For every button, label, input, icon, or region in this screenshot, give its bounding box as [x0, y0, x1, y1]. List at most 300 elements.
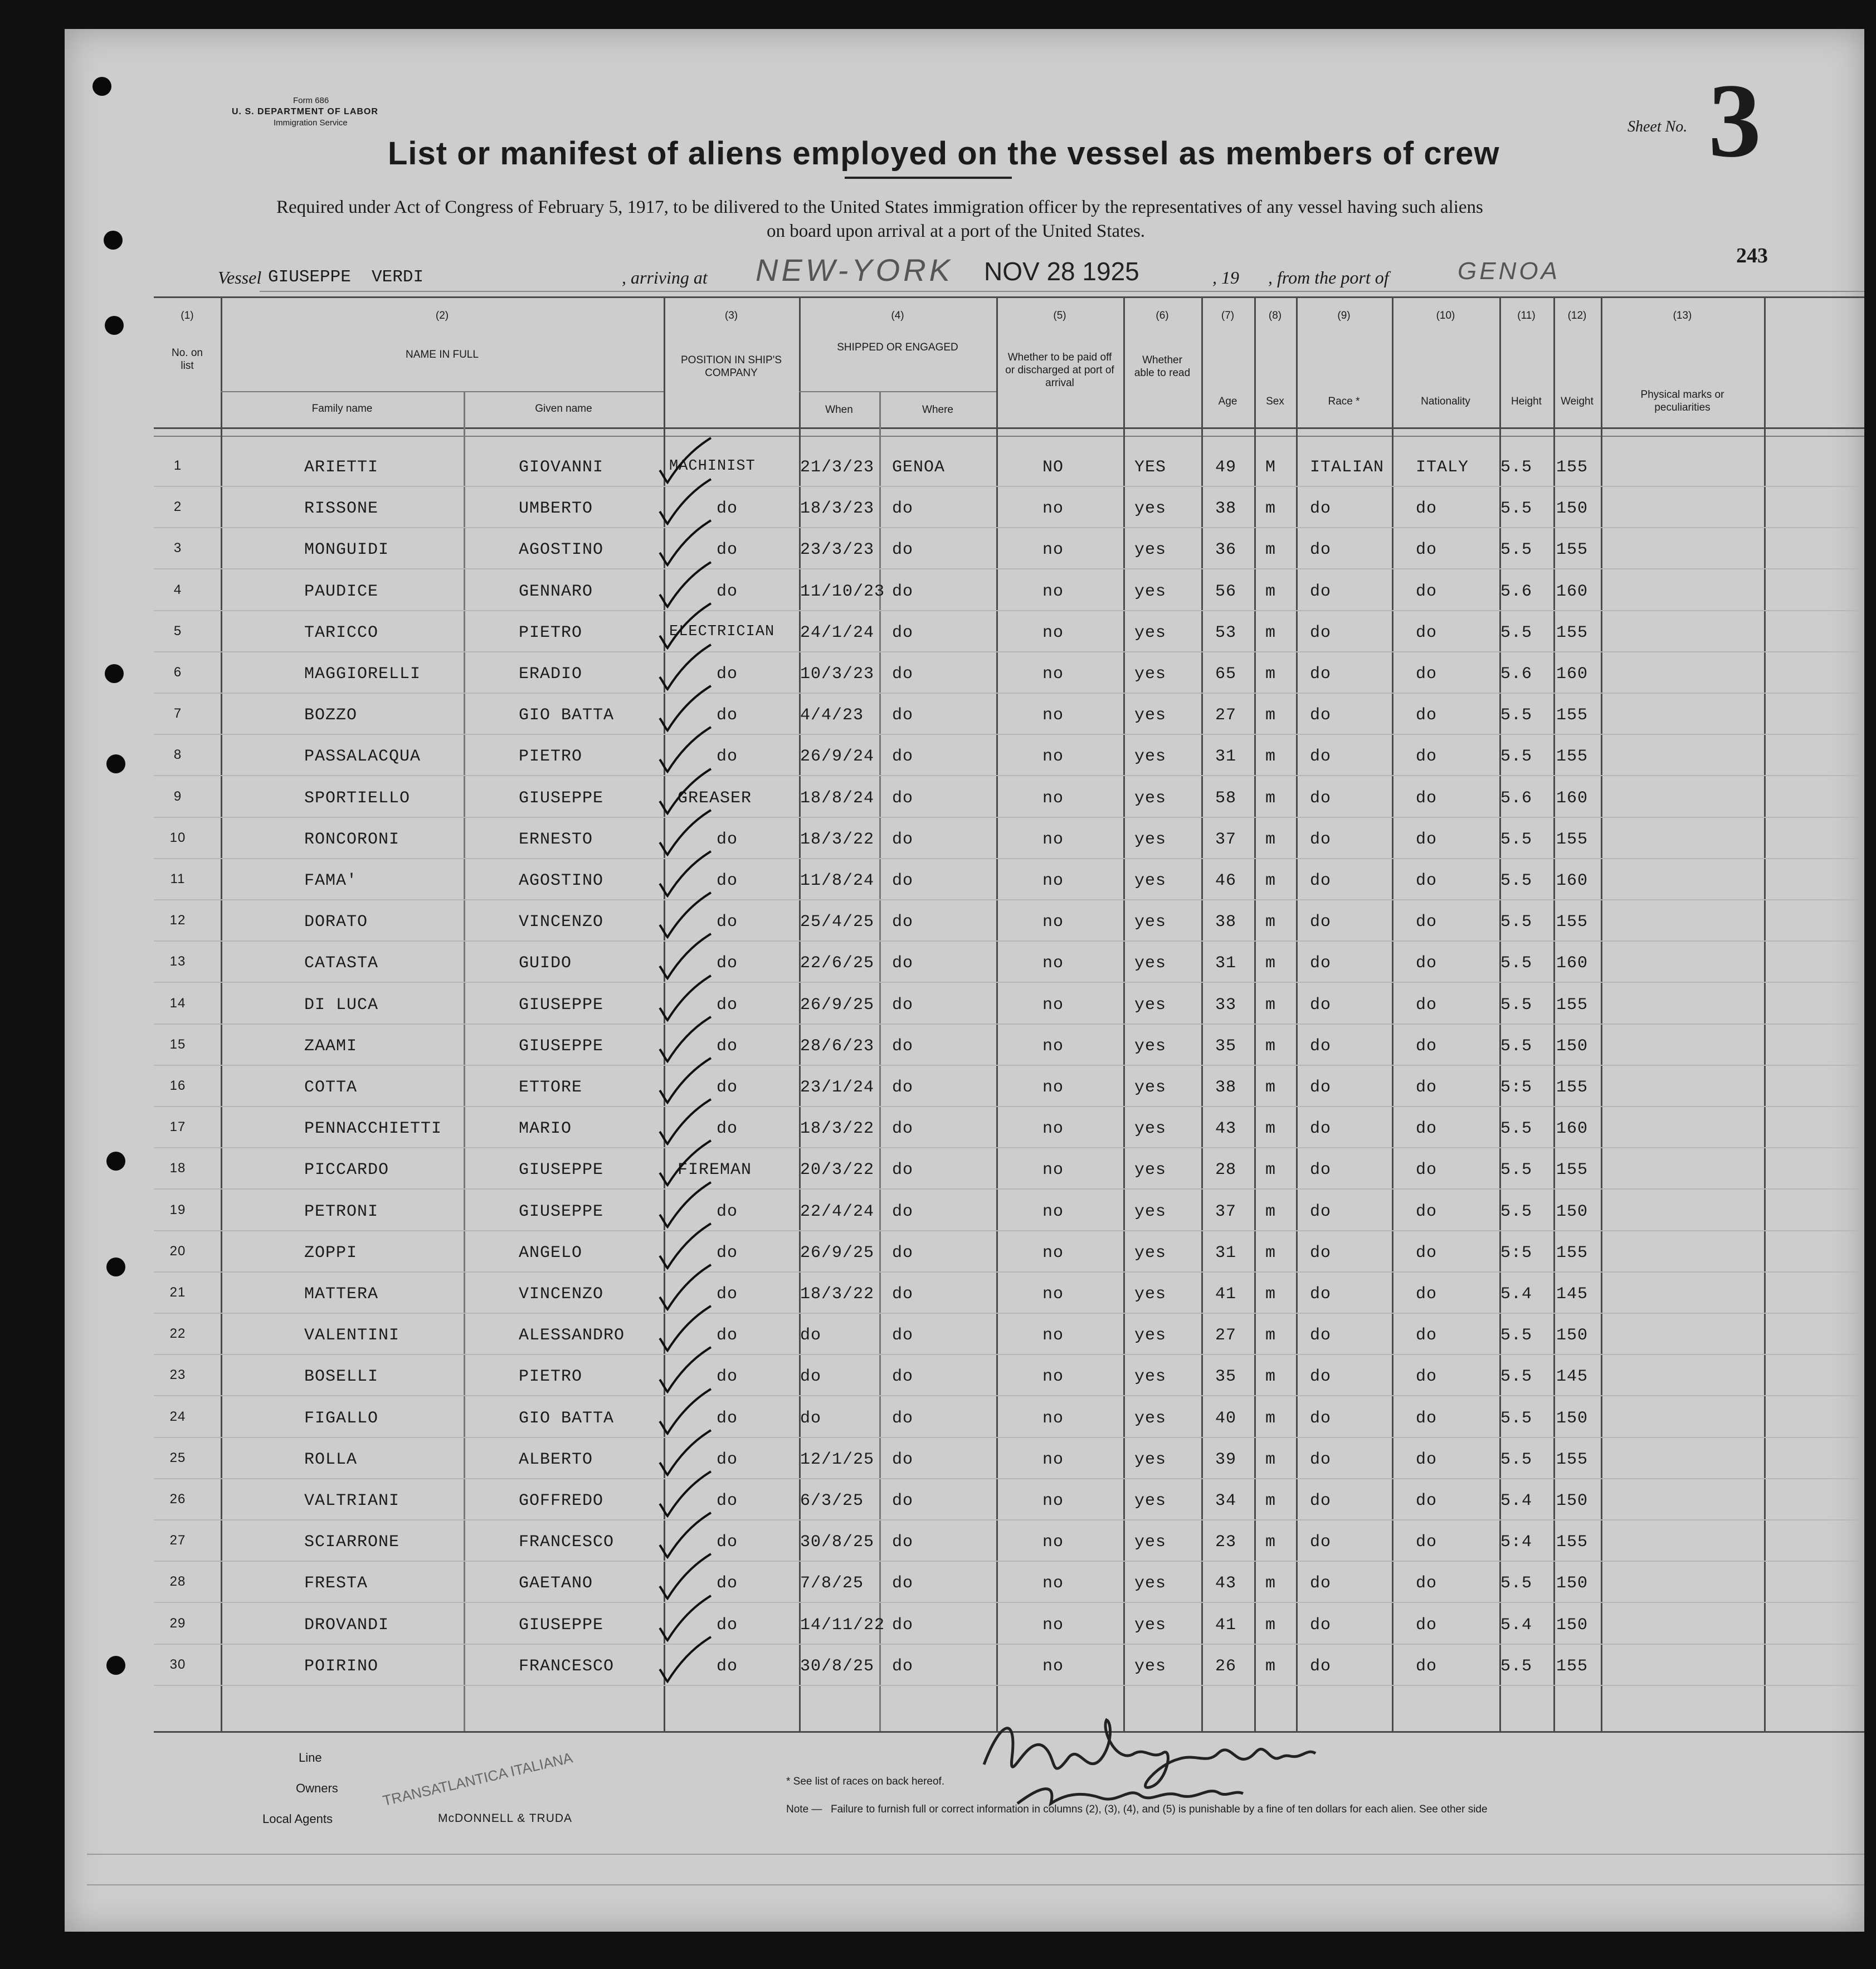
- given-name: FRANCESCO: [519, 1656, 615, 1676]
- family-name: BOSELLI: [304, 1367, 379, 1387]
- able-to-read: yes: [1134, 1036, 1167, 1056]
- sex: m: [1265, 871, 1276, 890]
- given-name: GIUSEPPE: [519, 995, 604, 1015]
- family-name: COTTA: [304, 1078, 358, 1097]
- able-to-read: yes: [1134, 913, 1167, 932]
- able-to-read: yes: [1134, 995, 1167, 1015]
- age: 28: [1215, 1161, 1237, 1180]
- given-name: GIUSEPPE: [519, 1615, 604, 1635]
- weight: 145: [1556, 1285, 1588, 1304]
- height: 5.5: [1500, 1574, 1533, 1593]
- able-to-read: YES: [1134, 458, 1167, 477]
- age: 38: [1215, 913, 1237, 932]
- weight: 160: [1556, 871, 1588, 890]
- position: do: [717, 499, 738, 519]
- height: 5.5: [1500, 1119, 1533, 1139]
- shipped-when: 30/8/25: [800, 1656, 875, 1676]
- shipped-where: GENOA: [892, 458, 946, 477]
- age: 39: [1215, 1450, 1237, 1469]
- family-name: MONGUIDI: [304, 540, 389, 560]
- row-rule: [154, 1519, 1864, 1520]
- given-name: GIUSEPPE: [519, 1036, 604, 1056]
- sex: m: [1265, 665, 1276, 684]
- row-number: 25: [169, 1450, 186, 1465]
- position: do: [717, 913, 738, 932]
- able-to-read: yes: [1134, 1161, 1167, 1180]
- given-name: ALBERTO: [519, 1450, 593, 1469]
- age: 31: [1215, 747, 1237, 767]
- sex: m: [1265, 1408, 1276, 1428]
- row-number: 6: [173, 665, 182, 680]
- weight: 160: [1556, 1119, 1588, 1139]
- shipped-where: do: [892, 1326, 914, 1346]
- col-11-header: Height: [1511, 396, 1542, 407]
- given-name: GIUSEPPE: [519, 788, 604, 808]
- weight: 155: [1556, 706, 1588, 725]
- sex: m: [1265, 499, 1276, 519]
- nationality: do: [1416, 1615, 1438, 1635]
- row-rule: [154, 1561, 1864, 1562]
- race: do: [1310, 1078, 1332, 1097]
- weight: 155: [1556, 830, 1588, 849]
- service-name: Immigration Service: [274, 118, 348, 128]
- arriving-port: NEW-YORK: [756, 252, 953, 287]
- department-name: U. S. DEPARTMENT OF LABOR: [232, 107, 378, 116]
- row-rule: [154, 1437, 1864, 1438]
- nationality: do: [1416, 1450, 1438, 1469]
- position: do: [717, 1450, 738, 1469]
- able-to-read: yes: [1134, 1367, 1167, 1387]
- shipped-when: do: [800, 1408, 822, 1428]
- given-name: GIUSEPPE: [519, 1161, 604, 1180]
- when-header: When: [825, 404, 853, 416]
- shipped-when: 14/11/22: [800, 1615, 885, 1635]
- family-name: ARIETTI: [304, 458, 379, 477]
- binder-hole: [105, 664, 124, 683]
- family-name: PASSALACQUA: [304, 747, 421, 767]
- age: 35: [1215, 1367, 1237, 1387]
- race: do: [1310, 1615, 1332, 1635]
- given-name: FRANCESCO: [519, 1533, 615, 1552]
- sex: m: [1265, 830, 1276, 849]
- nationality: do: [1416, 1078, 1438, 1097]
- age: 35: [1215, 1036, 1237, 1056]
- shipped-when: 23/1/24: [800, 1078, 875, 1097]
- col-1-header: No. on list: [172, 347, 203, 372]
- height: 5.6: [1500, 665, 1533, 684]
- paid-off: no: [1042, 913, 1064, 932]
- row-rule: [154, 858, 1864, 859]
- position: do: [717, 1036, 738, 1056]
- race: do: [1310, 582, 1332, 601]
- nationality: do: [1416, 954, 1438, 973]
- col-3-number: (3): [724, 310, 738, 321]
- row-number: 28: [169, 1574, 186, 1590]
- height: 5.5: [1500, 1326, 1533, 1346]
- family-name: DROVANDI: [304, 1615, 389, 1635]
- row-number: 30: [169, 1656, 186, 1672]
- races-note: * See list of races on back hereof.: [786, 1776, 945, 1787]
- shipped-when: 21/3/23: [800, 458, 875, 477]
- vessel-name: GIUSEPPE VERDI: [268, 267, 424, 287]
- height: 5.5: [1500, 458, 1533, 477]
- form-number: Form 686: [293, 96, 329, 105]
- position: do: [717, 871, 738, 890]
- paid-off: no: [1042, 747, 1064, 767]
- family-name: ZOPPI: [304, 1243, 358, 1263]
- race: do: [1310, 1036, 1332, 1056]
- nationality: do: [1416, 913, 1438, 932]
- weight: 150: [1556, 1615, 1588, 1635]
- col-7-number: (7): [1221, 310, 1235, 321]
- race: do: [1310, 1367, 1332, 1387]
- shipped-when: 6/3/25: [800, 1492, 864, 1510]
- shipped-where: do: [892, 623, 914, 642]
- height: 5.6: [1500, 582, 1533, 601]
- shipped-when: 28/6/23: [800, 1036, 875, 1056]
- height: 5.5: [1500, 913, 1533, 932]
- row-rule: [154, 899, 1864, 900]
- nationality: do: [1416, 1574, 1438, 1593]
- col-3-header: POSITION IN SHIP'S COMPANY: [681, 354, 782, 379]
- able-to-read: yes: [1134, 540, 1167, 560]
- manifest-sheet: [65, 29, 1864, 1932]
- race: do: [1310, 665, 1332, 684]
- height: 5.5: [1500, 623, 1533, 642]
- row-rule: [154, 1188, 1864, 1190]
- race: do: [1310, 954, 1332, 973]
- row-number: 8: [173, 747, 182, 763]
- race: do: [1310, 1574, 1332, 1593]
- row-rule: [154, 651, 1864, 652]
- family-name: DI LUCA: [304, 995, 379, 1015]
- given-name: AGOSTINO: [519, 871, 604, 890]
- given-name: ERADIO: [519, 665, 583, 684]
- given-name: GIO BATTA: [519, 1408, 615, 1428]
- position: do: [717, 1119, 738, 1139]
- shipped-where: do: [892, 1615, 914, 1635]
- sex: m: [1265, 1367, 1276, 1387]
- col-11-number: (11): [1517, 310, 1536, 321]
- nationality: do: [1416, 1326, 1438, 1346]
- row-rule: [154, 775, 1864, 776]
- shipped-where: do: [892, 1656, 914, 1676]
- col-5-number: (5): [1053, 310, 1066, 321]
- nationality: do: [1416, 623, 1438, 642]
- able-to-read: yes: [1134, 1119, 1167, 1139]
- position: do: [717, 747, 738, 767]
- sex: m: [1265, 1574, 1276, 1593]
- race: do: [1310, 1119, 1332, 1139]
- paid-off: no: [1042, 830, 1064, 849]
- shipped-when: 4/4/23: [800, 706, 864, 725]
- given-name: VINCENZO: [519, 913, 604, 932]
- row-number: 24: [169, 1408, 186, 1424]
- row-number: 10: [169, 830, 186, 845]
- given-name-header: Given name: [535, 403, 592, 415]
- family-name: RONCORONI: [304, 830, 400, 849]
- shipped-where: do: [892, 995, 914, 1015]
- age: 37: [1215, 1202, 1237, 1221]
- row-rule: [154, 1395, 1864, 1396]
- nationality: ITALY: [1416, 458, 1469, 477]
- age: 41: [1215, 1615, 1237, 1635]
- row-rule: [154, 1313, 1864, 1314]
- row-number: 9: [173, 788, 182, 804]
- age: 31: [1215, 954, 1237, 973]
- row-number: 15: [169, 1036, 186, 1052]
- col-2-number: (2): [435, 310, 449, 321]
- given-name: GIO BATTA: [519, 706, 615, 725]
- able-to-read: yes: [1134, 788, 1167, 808]
- row-rule: [154, 982, 1864, 983]
- height: 5:5: [1500, 1078, 1533, 1097]
- weight: 150: [1556, 499, 1588, 519]
- able-to-read: yes: [1134, 1408, 1167, 1428]
- given-name: PIETRO: [519, 1367, 583, 1387]
- age: 65: [1215, 665, 1237, 684]
- family-name: PENNACCHIETTI: [304, 1119, 442, 1139]
- able-to-read: yes: [1134, 1326, 1167, 1346]
- shipped-when: 18/3/23: [800, 499, 875, 519]
- family-name: PICCARDO: [304, 1161, 389, 1180]
- age: 37: [1215, 830, 1237, 849]
- age: 23: [1215, 1533, 1237, 1552]
- row-number: 20: [169, 1243, 186, 1259]
- row-number: 27: [169, 1533, 186, 1548]
- height: 5.5: [1500, 1450, 1533, 1469]
- shipped-when: 26/9/24: [800, 747, 875, 767]
- race: do: [1310, 499, 1332, 519]
- row-rule: [154, 1106, 1864, 1107]
- row-number: 13: [169, 954, 186, 969]
- nationality: do: [1416, 830, 1438, 849]
- shipped-when: 18/8/24: [800, 788, 875, 808]
- shipped-when: 26/9/25: [800, 1243, 875, 1263]
- shipped-where: do: [892, 582, 914, 601]
- shipped-where: do: [892, 1574, 914, 1593]
- age: 43: [1215, 1119, 1237, 1139]
- race: do: [1310, 1533, 1332, 1552]
- race: do: [1310, 1408, 1332, 1428]
- shipped-when: do: [800, 1326, 822, 1346]
- position: do: [717, 995, 738, 1015]
- sex: m: [1265, 1492, 1276, 1510]
- row-rule: [154, 940, 1864, 942]
- height: 5.5: [1500, 995, 1533, 1015]
- row-rule: [154, 817, 1864, 818]
- sex: m: [1265, 623, 1276, 642]
- row-number: 3: [173, 540, 182, 556]
- col-6-header: Whether able to read: [1134, 354, 1191, 379]
- position: do: [717, 1492, 738, 1510]
- row-rule: [154, 693, 1864, 694]
- sex: m: [1265, 1615, 1276, 1635]
- nationality: do: [1416, 1367, 1438, 1387]
- row-number: 21: [169, 1285, 186, 1300]
- weight: 150: [1556, 1408, 1588, 1428]
- able-to-read: yes: [1134, 1574, 1167, 1593]
- given-name: MARIO: [519, 1119, 572, 1139]
- paid-off: no: [1042, 1492, 1064, 1510]
- paid-off: no: [1042, 1285, 1064, 1304]
- line-label: Line: [299, 1751, 322, 1765]
- family-name: BOZZO: [304, 706, 358, 725]
- race: do: [1310, 706, 1332, 725]
- col-5-header: Whether to be paid off or discharged at port of arrival: [1005, 352, 1114, 389]
- shipped-where: do: [892, 1202, 914, 1221]
- height: 5.5: [1500, 1161, 1533, 1180]
- row-rule: [154, 527, 1864, 528]
- sheet-number: 3: [1708, 62, 1761, 179]
- sex: m: [1265, 1078, 1276, 1097]
- family-name: FIGALLO: [304, 1408, 379, 1428]
- subtitle-line-2: on board upon arrival at a port of the United States.: [767, 221, 1146, 241]
- age: 56: [1215, 582, 1237, 601]
- position: do: [717, 1285, 738, 1304]
- able-to-read: yes: [1134, 1243, 1167, 1263]
- shipped-where: do: [892, 1119, 914, 1139]
- nationality: do: [1416, 582, 1438, 601]
- shipped-when: 18/3/22: [800, 1119, 875, 1139]
- row-rule: [154, 1478, 1864, 1479]
- sex: m: [1265, 582, 1276, 601]
- row-rule: [154, 734, 1864, 735]
- position: GREASER: [678, 788, 752, 808]
- position: do: [717, 1367, 738, 1387]
- sex: m: [1265, 1119, 1276, 1139]
- paid-off: no: [1042, 1656, 1064, 1676]
- position: do: [717, 1326, 738, 1346]
- shipped-where: do: [892, 1036, 914, 1056]
- position: do: [717, 582, 738, 601]
- paid-off: no: [1042, 1078, 1064, 1097]
- family-name: MAGGIORELLI: [304, 665, 421, 684]
- row-rule: [154, 1271, 1864, 1273]
- family-name: PETRONI: [304, 1202, 379, 1221]
- row-number: 14: [169, 995, 186, 1011]
- col-4-header: SHIPPED OR ENGAGED: [837, 342, 958, 353]
- age: 38: [1215, 1078, 1237, 1097]
- paid-off: no: [1042, 1533, 1064, 1552]
- col-2-header: NAME IN FULL: [406, 349, 479, 360]
- family-name: TARICCO: [304, 623, 379, 642]
- family-name: SPORTIELLO: [304, 788, 411, 808]
- paid-off: no: [1042, 582, 1064, 601]
- race: ITALIAN: [1310, 458, 1385, 477]
- row-rule: [154, 1602, 1864, 1603]
- given-name: GAETANO: [519, 1574, 593, 1593]
- family-name: SCIARRONE: [304, 1533, 400, 1552]
- binder-hole: [104, 231, 123, 250]
- family-name: DORATO: [304, 913, 368, 932]
- position: do: [717, 1615, 738, 1635]
- age: 40: [1215, 1408, 1237, 1428]
- shipped-where: do: [892, 1078, 914, 1097]
- position: do: [717, 665, 738, 684]
- shipped-when: 30/8/25: [800, 1533, 875, 1552]
- shipped-when: 18/3/22: [800, 1285, 875, 1304]
- shipped-when: 22/4/24: [800, 1202, 875, 1221]
- sex: m: [1265, 913, 1276, 932]
- binder-hole: [92, 77, 111, 96]
- shipped-where: do: [892, 747, 914, 767]
- weight: 150: [1556, 1326, 1588, 1346]
- check-mark-icon: [655, 1635, 717, 1685]
- paid-off: no: [1042, 1243, 1064, 1263]
- age: 27: [1215, 706, 1237, 725]
- weight: 155: [1556, 1656, 1588, 1676]
- row-number: 5: [173, 623, 182, 639]
- weight: 150: [1556, 1574, 1588, 1593]
- weight: 155: [1556, 995, 1588, 1015]
- position: do: [717, 706, 738, 725]
- weight: 160: [1556, 582, 1588, 601]
- sex: m: [1265, 1326, 1276, 1346]
- row-rule: [154, 1024, 1864, 1025]
- able-to-read: yes: [1134, 830, 1167, 849]
- given-name: GIUSEPPE: [519, 1202, 604, 1221]
- row-rule: [154, 486, 1864, 487]
- col-7-header: Age: [1218, 396, 1237, 407]
- age: 53: [1215, 623, 1237, 642]
- col-10-number: (10): [1436, 310, 1455, 321]
- age: 26: [1215, 1656, 1237, 1676]
- height: 5.5: [1500, 1036, 1533, 1056]
- paid-off: no: [1042, 1036, 1064, 1056]
- weight: 155: [1556, 1161, 1588, 1180]
- given-name: GENNARO: [519, 582, 593, 601]
- row-number: 4: [173, 582, 182, 597]
- given-name: UMBERTO: [519, 499, 593, 519]
- race: do: [1310, 788, 1332, 808]
- height: 5.5: [1500, 871, 1533, 890]
- height: 5.5: [1500, 830, 1533, 849]
- race: do: [1310, 1326, 1332, 1346]
- given-name: ALESSANDRO: [519, 1326, 625, 1346]
- shipped-when: 11/10/23: [800, 582, 885, 601]
- height: 5.4: [1500, 1492, 1533, 1510]
- able-to-read: yes: [1134, 1492, 1167, 1510]
- row-number: 22: [169, 1326, 186, 1342]
- from-port-label: , from the port of: [1268, 267, 1389, 287]
- able-to-read: yes: [1134, 1615, 1167, 1635]
- height: 5.5: [1500, 540, 1533, 560]
- nationality: do: [1416, 1036, 1438, 1056]
- race: do: [1310, 747, 1332, 767]
- vessel-label: Vessel: [218, 267, 262, 287]
- owners-stamp: TRANSATLANTICA ITALIANA: [381, 1749, 574, 1810]
- race: do: [1310, 1450, 1332, 1469]
- binder-hole: [105, 316, 124, 335]
- given-name: ANGELO: [519, 1243, 583, 1263]
- arriving-label: , arriving at: [622, 267, 708, 287]
- weight: 155: [1556, 747, 1588, 767]
- position: do: [717, 954, 738, 973]
- row-rule: [154, 1354, 1864, 1355]
- shipped-where: do: [892, 499, 914, 519]
- paid-off: no: [1042, 1408, 1064, 1428]
- given-name: ETTORE: [519, 1078, 583, 1097]
- from-port: GENOA: [1458, 257, 1560, 285]
- col-4-number: (4): [891, 310, 904, 321]
- shipped-where: do: [892, 1161, 914, 1180]
- height: 5.4: [1500, 1285, 1533, 1304]
- row-rule: [154, 1065, 1864, 1066]
- row-number: 7: [173, 706, 182, 722]
- able-to-read: yes: [1134, 499, 1167, 519]
- family-name-header: Family name: [311, 403, 373, 415]
